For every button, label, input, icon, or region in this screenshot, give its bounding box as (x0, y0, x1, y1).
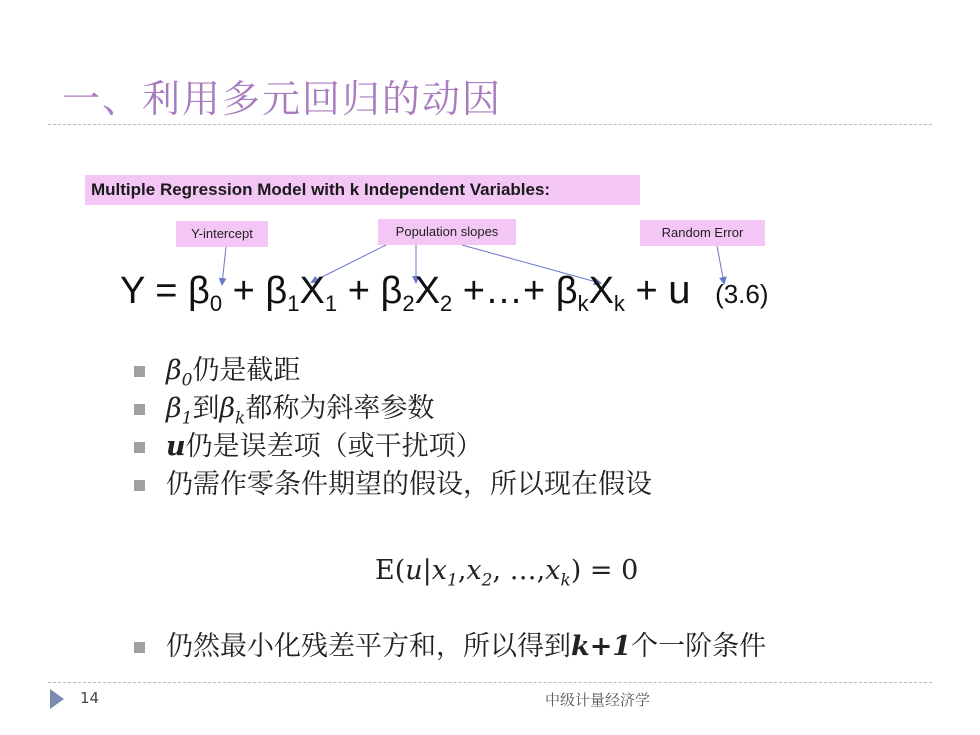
footer-divider (48, 682, 932, 683)
bullet-marker (134, 442, 145, 453)
bullet-marker (134, 642, 145, 653)
callout-y-intercept: Y-intercept (176, 221, 268, 247)
bullet-slopes: $\beta_1$到$\beta_k$都称为斜率参数 (130, 390, 652, 428)
play-icon (50, 689, 64, 709)
bullet-marker (134, 480, 145, 491)
bullet-error-term: u仍是误差项（或干扰项） (130, 428, 652, 466)
bullet-intercept: $\beta_0$仍是截距 (130, 352, 652, 390)
bullet-first-order-conditions: 仍然最小化残差平方和，所以得到k+1个一阶条件 (130, 628, 766, 666)
regression-equation: $Y = \beta_0 + \beta_1X_1 + \beta_2X_2$ +…+ $\beta_kX_k + u$ (3.6) (120, 268, 769, 316)
model-heading: Multiple Regression Model with k Independent Variables: (85, 175, 640, 205)
bullet-zero-conditional-mean: 仍需作零条件期望的假设，所以现在假设 (130, 466, 652, 504)
bullet-marker (134, 366, 145, 377)
slide-title: 一、利用多元回归的动因 (62, 77, 503, 121)
bullet-marker (134, 404, 145, 415)
callout-population-slopes: Population slopes (378, 219, 516, 245)
expectation-equation: $E(u|x_1,x_2$, $\dots,x_k) = 0$ (375, 555, 639, 591)
bullet-list (130, 352, 652, 504)
course-name: 中级计量经济学 (545, 691, 651, 709)
page-number: 14 (80, 689, 100, 707)
callout-random-error: Random Error (640, 220, 765, 246)
equation-number: (3.6) (715, 279, 769, 309)
